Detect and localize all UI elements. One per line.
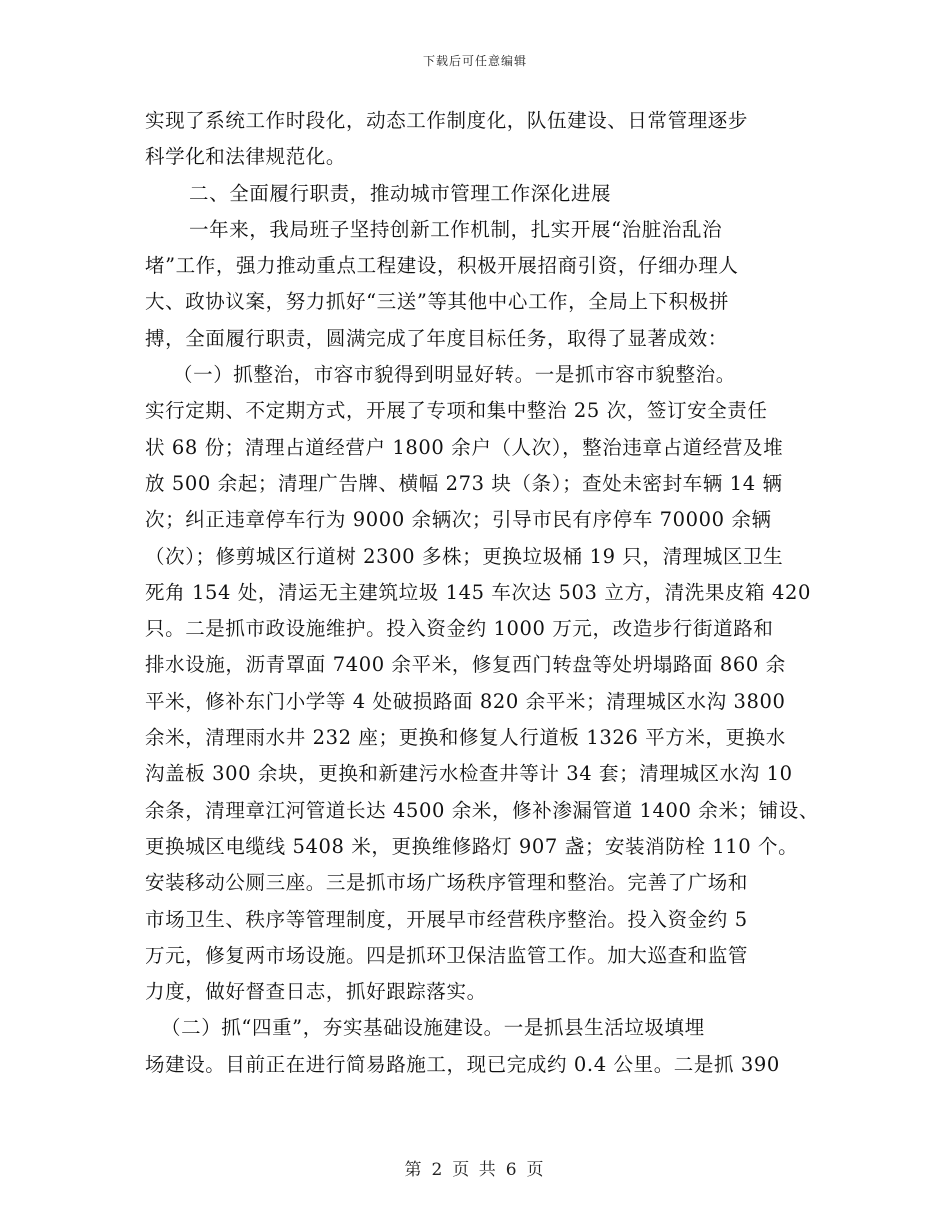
body-line: 一年来，我局班子坚持创新工作机制，扎实开展“治脏治乱治 <box>189 217 723 241</box>
body-line: 死角 154 处，清运无主建筑垃圾 145 车次达 503 立方，清洗果皮箱 420 <box>145 580 811 604</box>
body-line: 堵”工作，强力推动重点工程建设，积极开展招商引资，仔细办理人 <box>145 254 739 278</box>
body-line: （一）抓整治，市容市貌得到明显好转。一是抓市容市貌整治。 <box>173 363 736 387</box>
body-line: 力度，做好督查日志，抓好跟踪落实。 <box>145 980 487 1004</box>
body-line: 次；纠正违章停车行为 9000 余辆次；引导市民有序停车 70000 余辆 <box>145 508 772 532</box>
body-line: 放 500 余起；清理广告牌、横幅 273 块（条）；查处未密封车辆 14 辆 <box>145 471 783 495</box>
page-prefix: 第 <box>404 1160 424 1180</box>
body-line: （次）；修剪城区行道树 2300 多株；更换垃圾桶 19 只，清理城区卫生 <box>145 544 784 568</box>
body-line: 平米，修补东门小学等 4 处破损路面 820 余平米；清理城区水沟 3800 <box>145 689 786 713</box>
body-line: 沟盖板 300 余块，更换和新建污水检查井等计 34 套；清理城区水沟 10 <box>145 762 793 786</box>
body-line: 安装移动公厕三座。三是抓市场广场秩序管理和整治。完善了广场和 <box>145 871 749 895</box>
page-total: 6 <box>505 1160 519 1180</box>
body-line: 实行定期、不定期方式，开展了专项和集中整治 25 次，签订安全责任 <box>145 399 768 423</box>
body-line: 余米，清理雨水井 232 座；更换和修复人行道板 1326 平方米，更换水 <box>145 726 786 750</box>
body-line: 万元，修复两市场设施。四是抓环卫保洁监管工作。加大巡查和监管 <box>145 943 749 967</box>
page-number: 2 <box>431 1160 445 1180</box>
page-middle: 页 共 <box>452 1160 498 1180</box>
page-number-footer <box>0 1155 950 1180</box>
document-body <box>145 103 819 1083</box>
body-line: 实现了系统工作时段化，动态工作制度化，队伍建设、日常管理逐步 <box>145 109 749 132</box>
body-line: 只。二是抓市政设施维护。投入资金约 1000 万元，改造步行街道路和 <box>145 617 774 641</box>
body-line: 市场卫生、秩序等管理制度，开展早市经营秩序整治。投入资金约 5 <box>145 907 748 931</box>
body-line: 更换城区电缆线 5408 米，更换维修路灯 907 盏；安装消防栓 110 个。 <box>145 834 799 858</box>
body-line: （二）抓“四重”，夯实基础设施建设。一是抓县生活垃圾填埋 <box>161 1016 705 1040</box>
section-heading: 二、全面履行职责，推动城市管理工作深化进展 <box>189 181 612 205</box>
body-line: 搏，全面履行职责，圆满完成了年度目标任务，取得了显著成效： <box>145 326 728 350</box>
page-suffix: 页 <box>526 1160 546 1180</box>
body-line: 排水设施，沥青罩面 7400 余平米，修复西门转盘等处坍塌路面 860 余 <box>145 653 786 677</box>
body-line: 状 68 份；清理占道经营户 1800 余户（人次），整治违章占道经营及堆 <box>145 435 784 459</box>
body-line: 大、政协议案，努力抓好“三送”等其他中心工作，全局上下积极拼 <box>145 290 729 314</box>
body-line: 场建设。目前正在进行简易路施工，现已完成约 0.4 公里。二是抓 390 <box>145 1052 780 1076</box>
page-header-note: 下载后可任意编辑 <box>422 54 527 68</box>
body-line: 余条，清理章江河管道长达 4500 余米，修补渗漏管道 1400 余米；铺设、 <box>145 798 819 822</box>
body-line: 科学化和法律规范化。 <box>145 145 347 169</box>
